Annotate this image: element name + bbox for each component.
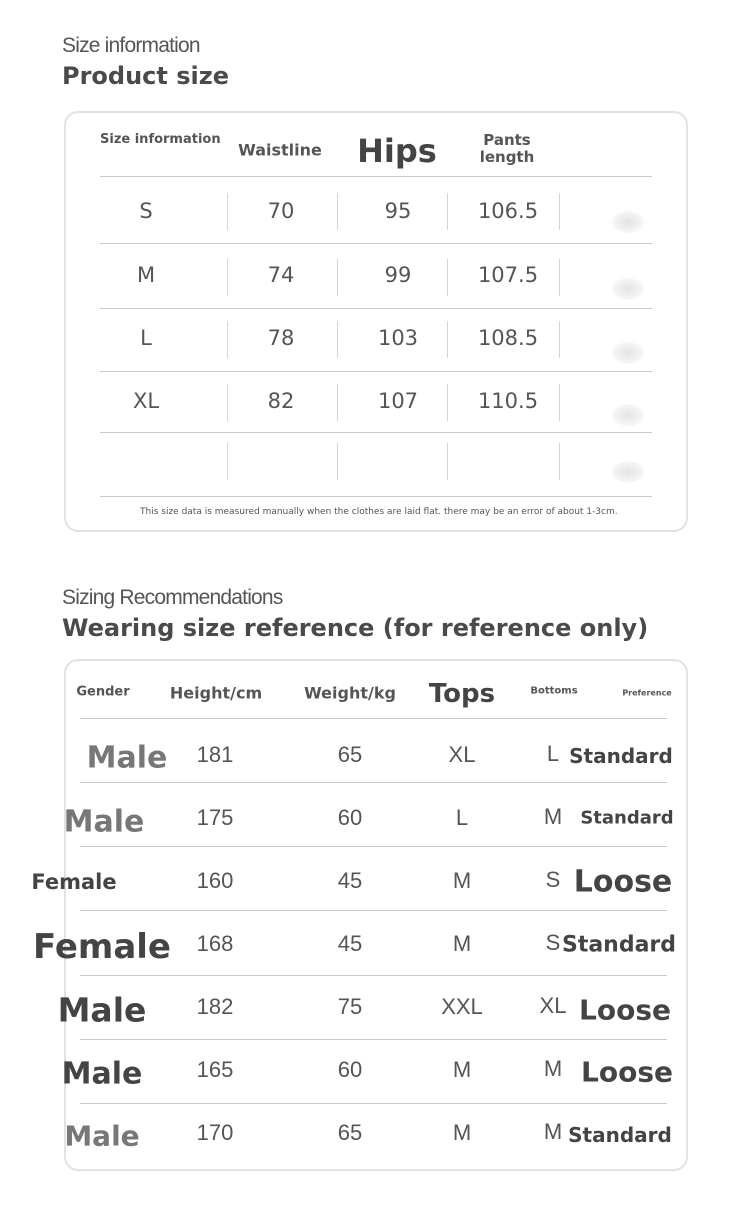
tops-cell: M	[452, 1120, 472, 1145]
col-separator	[559, 193, 560, 230]
col-separator	[559, 259, 560, 296]
gender-cell: Male	[61, 1056, 143, 1092]
preference-cell: Standard	[561, 932, 677, 958]
recommendation-card	[61, 659, 688, 1171]
size-cell: XL	[132, 389, 160, 413]
watermark-smudge	[612, 278, 644, 300]
divider	[100, 243, 652, 244]
divider	[100, 176, 652, 177]
preference-cell: Standard	[568, 1123, 672, 1147]
header-gender: Gender	[76, 684, 130, 700]
header-height: Height/cm	[169, 683, 263, 703]
hips-cell: 99	[384, 263, 412, 287]
measurement-note: This size data is measured manually when the clothes are laid flat. there may be an error of about 1-3cm.	[140, 507, 618, 517]
height-cell: 175	[196, 805, 234, 830]
waistline-cell: 78	[267, 326, 295, 350]
size-info-kicker: Size information	[62, 34, 200, 57]
preference-cell: Standard	[569, 744, 673, 768]
header-waistline: Waistline	[238, 140, 322, 160]
weight-cell: 60	[337, 805, 363, 830]
weight-cell: 65	[337, 742, 363, 767]
gender-cell: Female	[31, 870, 117, 894]
bottoms-cell: S	[545, 867, 561, 892]
col-separator	[337, 321, 338, 358]
tops-cell: M	[452, 1057, 472, 1082]
col-separator	[337, 384, 338, 421]
watermark-smudge	[612, 211, 644, 233]
col-separator	[447, 384, 448, 421]
divider	[80, 975, 667, 976]
gender-cell: Male	[64, 1119, 140, 1153]
product-size-card	[64, 111, 688, 532]
height-cell: 182	[196, 994, 234, 1019]
col-separator	[337, 193, 338, 230]
col-separator	[337, 259, 338, 296]
col-separator	[227, 443, 228, 480]
hips-cell: 95	[384, 199, 412, 223]
divider	[100, 432, 652, 433]
bottoms-cell: M	[543, 1056, 563, 1081]
header-tops: Tops	[428, 679, 496, 709]
tops-cell: M	[452, 931, 472, 956]
divider	[100, 496, 652, 497]
product-size-title: Product size	[62, 62, 229, 90]
height-cell: 160	[196, 868, 234, 893]
col-separator	[559, 321, 560, 358]
tops-cell: L	[455, 805, 469, 830]
weight-cell: 60	[337, 1057, 363, 1082]
gender-cell: Male	[63, 804, 145, 840]
divider	[80, 1039, 667, 1040]
gender-cell: Male	[57, 990, 147, 1030]
divider	[100, 308, 652, 309]
height-cell: 181	[196, 742, 234, 767]
gender-cell: Male	[86, 740, 168, 776]
bottoms-cell: S	[545, 930, 561, 955]
col-separator	[559, 384, 560, 421]
height-cell: 168	[196, 931, 234, 956]
col-separator	[447, 259, 448, 296]
header-weight: Weight/kg	[304, 683, 396, 703]
col-separator	[227, 259, 228, 296]
pants-length-cell: 107.5	[477, 263, 539, 287]
preference-cell: Standard	[580, 807, 674, 829]
divider	[80, 1103, 667, 1104]
bottoms-cell: M	[543, 804, 563, 829]
pants-length-cell: 106.5	[477, 199, 539, 223]
header-size-information: Size information	[100, 132, 221, 147]
sizing-kicker: Sizing Recommendations	[62, 586, 283, 609]
pants-length-cell: 110.5	[477, 389, 539, 413]
watermark-smudge	[612, 461, 644, 483]
watermark-smudge	[612, 342, 644, 364]
waistline-cell: 70	[267, 199, 295, 223]
col-separator	[447, 193, 448, 230]
weight-cell: 65	[337, 1120, 363, 1145]
col-separator	[227, 193, 228, 230]
preference-cell: Loose	[579, 993, 671, 1027]
weight-cell: 75	[337, 994, 363, 1019]
bottoms-cell: L	[546, 741, 560, 766]
preference-cell: Loose	[573, 864, 673, 900]
waistline-cell: 74	[267, 263, 295, 287]
pants-length-cell: 108.5	[477, 326, 539, 350]
size-cell: L	[140, 326, 152, 350]
bottoms-cell: XL	[539, 993, 567, 1018]
weight-cell: 45	[337, 868, 363, 893]
divider	[80, 846, 667, 847]
col-separator	[447, 443, 448, 480]
size-cell: S	[139, 199, 153, 223]
col-separator	[337, 443, 338, 480]
tops-cell: M	[452, 868, 472, 893]
header-pants-length: Pants length	[479, 131, 535, 166]
size-cell: M	[136, 263, 156, 287]
bottoms-cell: M	[543, 1119, 563, 1144]
header-hips: Hips	[357, 132, 437, 170]
height-cell: 170	[196, 1120, 234, 1145]
weight-cell: 45	[337, 931, 363, 956]
divider	[80, 910, 667, 911]
header-bottoms: Bottoms	[530, 685, 578, 697]
hips-cell: 107	[377, 389, 419, 413]
col-separator	[447, 321, 448, 358]
col-separator	[559, 443, 560, 480]
gender-cell: Female	[33, 927, 171, 967]
divider	[100, 371, 652, 372]
wearing-size-title: Wearing size reference (for reference only)	[62, 614, 649, 642]
height-cell: 165	[196, 1057, 234, 1082]
waistline-cell: 82	[267, 389, 295, 413]
hips-cell: 103	[377, 326, 419, 350]
col-separator	[227, 384, 228, 421]
watermark-smudge	[612, 404, 644, 426]
preference-cell: Loose	[581, 1055, 673, 1089]
divider	[80, 782, 667, 783]
tops-cell: XL	[448, 742, 476, 767]
header-preference: Preference	[622, 688, 672, 698]
divider	[80, 718, 667, 719]
tops-cell: XXL	[441, 994, 483, 1019]
col-separator	[227, 321, 228, 358]
